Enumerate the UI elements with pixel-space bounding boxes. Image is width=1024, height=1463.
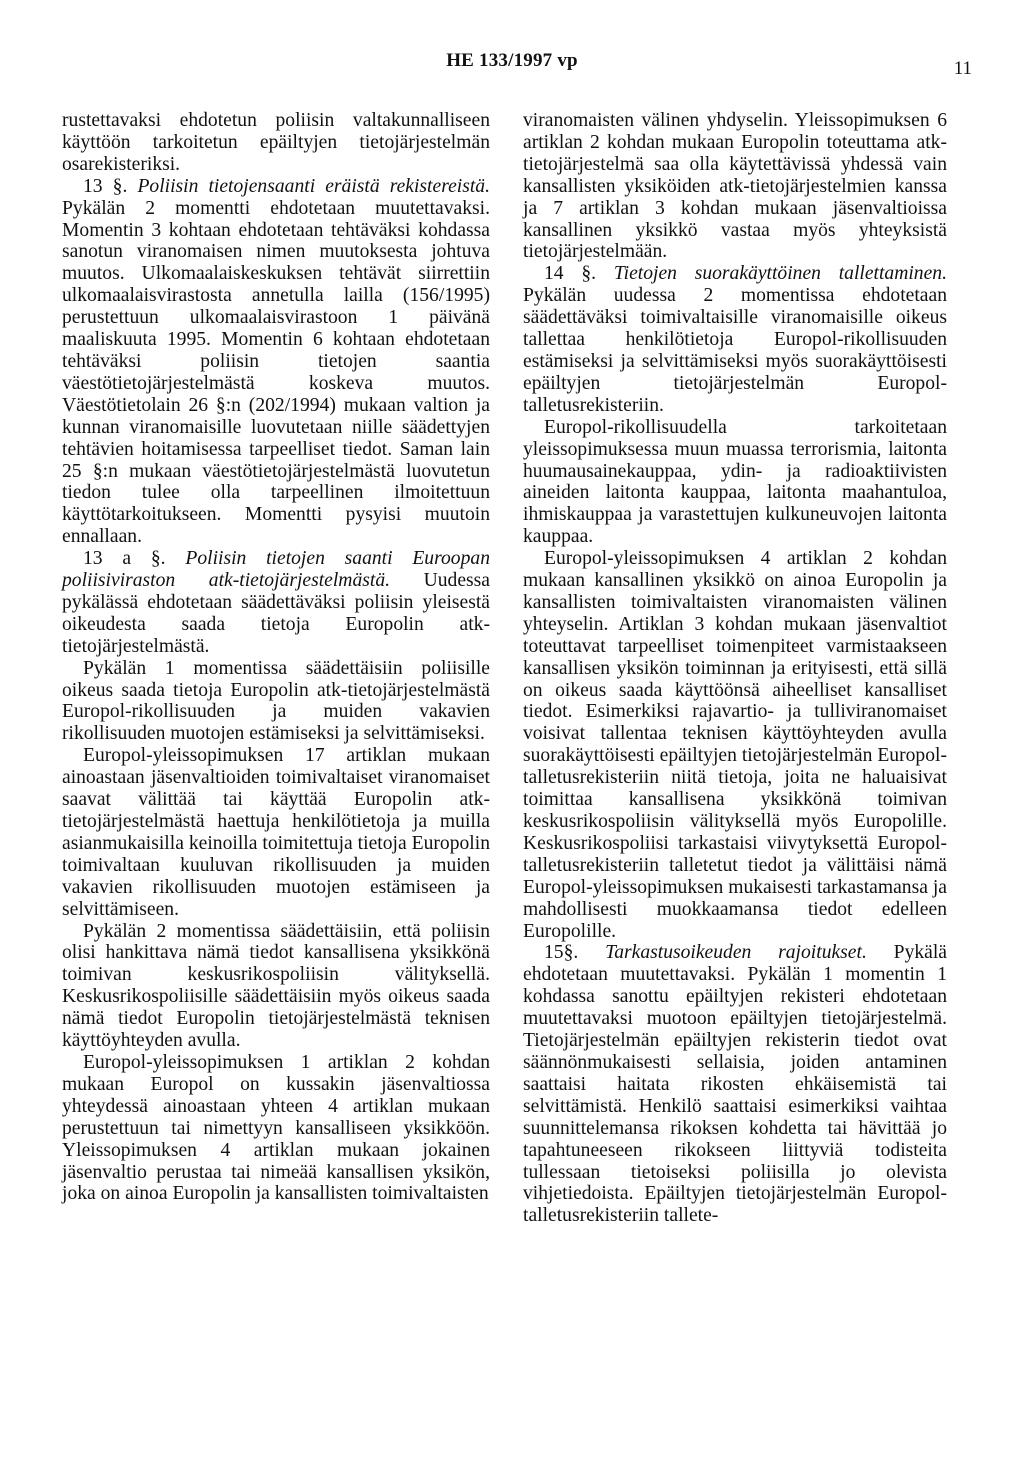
section-body: Pykälä ehdotetaan muutettavaksi. Pykälän 1 momentin 1 kohdassa sanottu epäiltyjen rekisteri ehdotetaan muutettavaksi muotoon epäiltyjen tietojärjestelmä. Tietojärjestelmän epäiltyjen rekisterin tiedot ovat säännönmukaisesti sellaisia, joiden antaminen saattaisi haitata rikosten ehkäisemistä tai selvittämistä. Henkilö saattaisi esimerkiksi vaihtaa suunnittelemansa rikoksen kohdetta tai hävittää jo tapahtuneeseen rikokseen liittyviä todisteita tullessaan tietoiseksi poliisilla jo olevista vihjetiedoista. Epäiltyjen tietojärjestelmän Europol-talletusrekisteriin tallete- [523, 942, 947, 1227]
paragraph: Europol-yleissopimuksen 17 artiklan mukaan ainoastaan jäsenvaltioiden toimivaltaiset viranomaiset saavat välittää tai käyttää Europolin atk-tietojärjestelmästä haettuja henkilötietoja ja muilla asianmukaisilla keinoilla toimitettuja tietoja Europolin toimivaltaan kuuluvan rikollisuuden ja muiden vakavien rikollisuuden muotojen estämiseen ja selvittämiseen. [62, 745, 490, 920]
paragraph: Pykälän 1 momentissa säädettäisiin poliisille oikeus saada tietoja Europolin atk-tietojärjestelmästä Europol-rikollisuuden ja muiden vakavien rikollisuuden muotojen estämiseksi ja selvittämiseksi. [62, 657, 490, 745]
section-number: 15§. [544, 942, 579, 964]
paragraph: Europol-rikollisuudella tarkoitetaan yleissopimuksessa muun muassa terrorismia, laitonta huumausainekauppaa, ydin- ja radioaktiivisten aineiden laitonta kauppaa, laitonta maahantuloa, ihmiskauppaa ja varastettujen kulkuneuvojen laitonta kauppaa. [523, 416, 947, 548]
page-number: 11 [953, 58, 972, 79]
section-13a [62, 548, 490, 658]
section-number: 13 a §. [83, 548, 166, 570]
section-body: Pykälän 2 momentti ehdotetaan muutettavaksi. Momentin 3 kohtaan ehdotetaan tehtäväksi kohdassa sanotun viranomaisen nimen muutoksesta johtuva muutos. Ulkomaalaiskeskuksen tehtävät siirrettiin ulkomaalaisvirastosta annetulla lailla (156/1995) perustettuun ulkomaalaisvirastoon 1 päivänä maaliskuuta 1995. Momentin 6 kohtaan ehdotetaan tehtäväksi poliisin tietojen saantia väestötietojärjestelmästä koskeva muutos. Väestötietolain 26 §:n (202/1994) mukaan valtion ja kunnan viranomaisille luovutetaan niille säädettyjen tehtävien hoitamisessa tarpeelliset tiedot. Saman lain 25 §:n mukaan väestötietojärjestelmästä luovutetun tiedon tulee olla tarpeellinen ilmoitettuun käyttötarkoitukseen. Momentti pysyisi muutoin ennallaan. [62, 197, 490, 548]
section-heading: Poliisin tietojensaanti eräistä rekistereistä. [137, 175, 490, 197]
section-number: 13 §. [83, 175, 128, 197]
paragraph: Europol-yleissopimuksen 4 artiklan 2 kohdan mukaan kansallinen yksikkö on ainoa Europolin ja kansallisten toimivaltaisten viranomaisten välinen yhteyselin. Artiklan 3 kohdan mukaan jäsenvaltiot toteuttavat tarpeelliset toimenpiteet varmistaakseen kansallisen yksikön toiminnan ja erityisesti, että sillä on oikeus saada käyttöönsä aiheelliset kansalliset tiedot. Esimerkiksi rajavartio- ja tulliviranomaiset voisivat tallentaa teknisen käyttöyhteyden avulla suorakäyttöisesti epäiltyjen tietojärjestelmän Europol-talletusrekisteriin niitä tietoja, joita ne haluaisivat toimittaa kansallisena yksikkönä toimivan keskusrikospoliisin välityksellä myös Europolille. Keskusrikospoliisi tarkastaisi viivytyksettä Europol-talletusrekisteriin talletetut tiedot ja välittäisi nämä Europol-yleissopimuksen mukaisesti tarkastamansa ja mahdollisesti muokkaamansa tiedot edelleen Europolille. [523, 548, 947, 942]
section-body: Pykälän uudessa 2 momentissa ehdotetaan säädettäväksi toimivaltaisille viranomaisille oikeus tallettaa henkilötietoja Europol-rikollisuuden estämiseksi ja selvittämiseksi myös suorakäyttöisesti epäiltyjen tietojärjestelmän Europol-talletusrekisteriin. [523, 285, 947, 416]
paragraph: viranomaisten välinen yhdyselin. Yleissopimuksen 6 artiklan 2 kohdan mukaan Europolin toteuttama atk-tietojärjestelmä saa olla käytettävissä yhdessä vain kansallisten yksiköiden atk-tietojärjestelmien kanssa ja 7 artiklan 3 kohdan mukaan jäsenvaltioissa kansallinen yksikkö vastaa myös yhteyksistä tietojärjestelmään. [523, 110, 947, 263]
section-body: Uudessa pykälässä ehdotetaan säädettäväksi poliisin yleisestä oikeudesta saada tietoja Europolin atk-tietojärjestelmästä. [62, 570, 490, 657]
section-number: 14 §. [544, 263, 597, 285]
paragraph: Europol-yleissopimuksen 1 artiklan 2 kohdan mukaan Europol on kussakin jäsenvaltiossa yhteydessä ainoastaan yhteen 4 artiklan mukaan perustettuun tai nimettyyn kansalliseen yksikköön. Yleissopimuksen 4 artiklan mukaan jokainen jäsenvaltio perustaa tai nimeää kansallisen yksikön, joka on ainoa Europolin ja kansallisten toimivaltaisten [62, 1051, 490, 1205]
section-heading: Poliisin tietojen saanti Euroopan poliisiviraston atk-tietojärjestelmästä. [62, 548, 490, 592]
left-column [62, 110, 490, 1205]
paragraph: Pykälän 2 momentissa säädettäisiin, että poliisin olisi hankittava nämä tiedot kansallisena yksikkönä toimivan keskusrikospoliisin välityksellä. Keskusrikospoliisille säädettäisiin myös oikeus saada nämä tiedot Europolin tietojärjestelmästä teknisen käyttöyhteyden avulla. [62, 920, 490, 1052]
section-13 [62, 176, 490, 548]
document-title: HE 133/1997 vp [446, 50, 578, 71]
paragraph: rustettavaksi ehdotetun poliisin valtakunnalliseen käyttöön tarkoitetun epäiltyjen tietojärjestelmän osarekisteriksi. [62, 110, 490, 175]
section-15 [523, 942, 947, 1227]
right-column [523, 110, 947, 1227]
section-heading: Tarkastusoikeuden rajoitukset. [605, 942, 867, 964]
section-heading: Tietojen suorakäyttöinen tallettaminen. [613, 263, 947, 285]
section-14 [523, 263, 947, 416]
